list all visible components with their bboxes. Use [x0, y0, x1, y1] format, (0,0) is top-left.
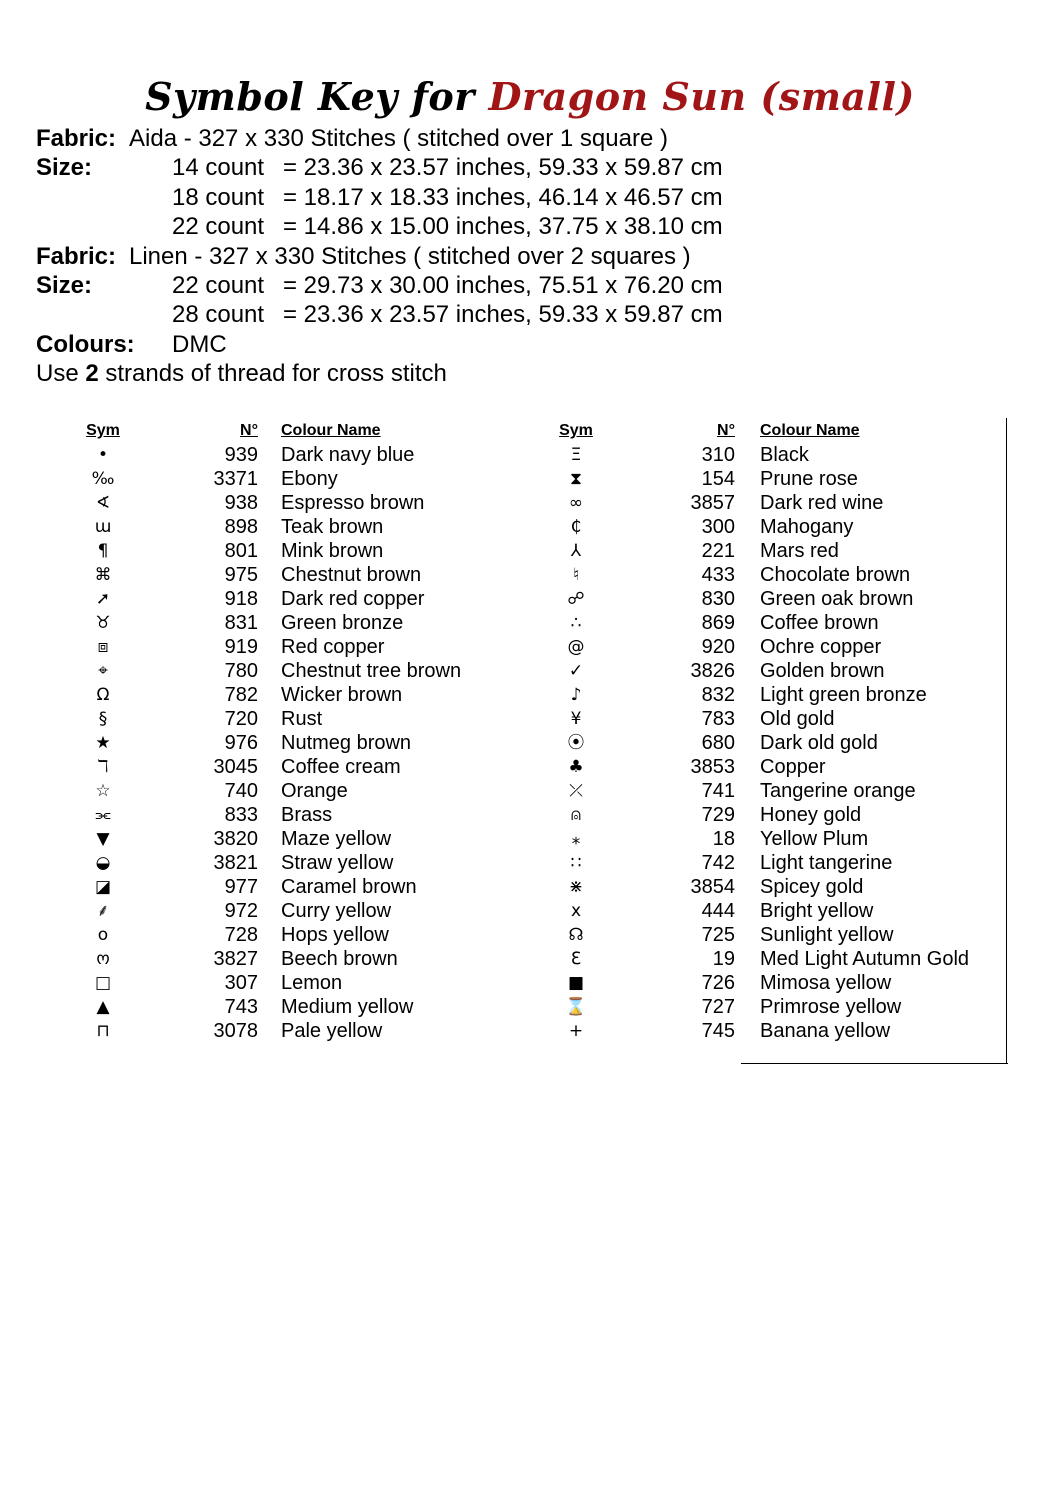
- colour-name-cell: Coffee brown: [760, 612, 879, 634]
- dmc-number-cell: 898: [224, 516, 258, 538]
- colour-name-cell: Mink brown: [281, 540, 384, 562]
- colour-name-cell: Dark old gold: [760, 732, 878, 754]
- symbol-cell: ⊓: [96, 1021, 110, 1041]
- colour-name-cell: Hops yellow: [281, 924, 389, 946]
- symbol-cell: ℸ: [97, 757, 109, 777]
- dmc-number-cell: 977: [224, 876, 258, 898]
- colour-name-cell: Black: [760, 444, 809, 466]
- colour-name-cell: Light tangerine: [760, 852, 893, 874]
- symbol-cell: o: [97, 925, 109, 945]
- size-count: 28 count: [172, 301, 265, 329]
- colour-name-cell: Teak brown: [281, 516, 384, 538]
- header-number: N°: [240, 422, 258, 439]
- symbol-cell: ⌛: [565, 997, 587, 1017]
- symbol-cell: §: [98, 709, 108, 729]
- symbol-cell: ♮: [572, 565, 580, 585]
- dmc-number-cell: 444: [701, 900, 735, 922]
- colours-label: Colours:: [36, 330, 135, 358]
- colour-name-cell: Dark navy blue: [281, 444, 415, 466]
- symbol-cell: +: [568, 1021, 584, 1041]
- size-count: 14 count: [172, 154, 265, 182]
- dmc-number-cell: 680: [701, 732, 735, 754]
- size-label: Size:: [36, 154, 93, 182]
- symbol-cell: □: [94, 973, 112, 993]
- dmc-number-cell: 728: [224, 924, 258, 946]
- colour-name-cell: Rust: [281, 708, 323, 730]
- dmc-number-cell: 307: [224, 972, 258, 994]
- colour-name-cell: Orange: [281, 780, 348, 802]
- dmc-number-cell: 3045: [213, 756, 258, 778]
- dmc-number-cell: 976: [224, 732, 258, 754]
- symbol-cell: ♣: [568, 757, 584, 777]
- dmc-number-cell: 3827: [213, 948, 258, 970]
- symbol-cell: ⤫: [569, 781, 583, 801]
- header-colour-name: Colour Name: [760, 422, 860, 439]
- dmc-number-cell: 18: [712, 828, 735, 850]
- dmc-number-cell: 3826: [690, 660, 735, 682]
- dmc-number-cell: 920: [701, 636, 735, 658]
- symbol-cell: ◪: [94, 877, 112, 897]
- header-colour-name: Colour Name: [281, 422, 381, 439]
- symbol-cell: ■: [567, 973, 585, 993]
- colour-name-cell: Green oak brown: [760, 588, 914, 610]
- colour-name-cell: Coffee cream: [281, 756, 401, 778]
- symbol-cell: ∴: [570, 613, 582, 633]
- colour-name-cell: Wicker brown: [281, 684, 403, 706]
- colour-name-cell: Banana yellow: [760, 1020, 891, 1042]
- title-prefix: Symbol Key for: [145, 74, 475, 119]
- symbol-cell: ☊: [568, 925, 584, 945]
- fabric-label: Fabric:: [36, 242, 117, 270]
- dmc-number-cell: 782: [224, 684, 258, 706]
- symbol-cell: @: [567, 637, 585, 657]
- symbol-cell: x: [570, 901, 582, 921]
- colour-name-cell: Honey gold: [760, 804, 862, 826]
- fabric-aida-text: Aida - 327 x 330 Stitches ( stitched over 1 square ): [129, 125, 668, 152]
- colour-name-cell: Sunlight yellow: [760, 924, 894, 946]
- dmc-number-cell: 830: [701, 588, 735, 610]
- dmc-number-cell: 869: [701, 612, 735, 634]
- size-dimensions: = 29.73 x 30.00 inches, 75.51 x 76.20 cm: [283, 271, 723, 299]
- table-frame-right-border: [1006, 418, 1007, 1064]
- dmc-number-cell: 938: [224, 492, 258, 514]
- colour-name-cell: Brass: [281, 804, 333, 826]
- size-dimensions: = 23.36 x 23.57 inches, 59.33 x 59.87 cm: [283, 301, 723, 329]
- colour-name-cell: Tangerine orange: [760, 780, 916, 802]
- colour-name-cell: Lemon: [281, 972, 343, 994]
- dmc-number-cell: 743: [224, 996, 258, 1018]
- dmc-number-cell: 833: [224, 804, 258, 826]
- colour-name-cell: Prune rose: [760, 468, 858, 490]
- colour-name-cell: Primrose yellow: [760, 996, 902, 1018]
- symbol-cell: ∞: [568, 493, 584, 513]
- symbol-cell: ➚: [95, 589, 111, 609]
- colour-name-cell: Ochre copper: [760, 636, 882, 658]
- symbol-cell: ⫘: [95, 805, 111, 825]
- colour-name-cell: Yellow Plum: [760, 828, 869, 850]
- symbol-cell: ☆: [95, 781, 111, 801]
- dmc-number-cell: 729: [701, 804, 735, 826]
- dmc-number-cell: 740: [224, 780, 258, 802]
- colour-name-cell: Copper: [760, 756, 826, 778]
- dmc-number-cell: 741: [701, 780, 735, 802]
- colour-name-cell: Chestnut tree brown: [281, 660, 462, 682]
- colour-name-cell: Espresso brown: [281, 492, 425, 514]
- dmc-number-cell: 745: [701, 1020, 735, 1042]
- dmc-number-cell: 918: [224, 588, 258, 610]
- colour-name-cell: Mars red: [760, 540, 839, 562]
- dmc-number-cell: 3078: [213, 1020, 258, 1042]
- dmc-number-cell: 975: [224, 564, 258, 586]
- colour-name-cell: Med Light Autumn Gold: [760, 948, 970, 970]
- dmc-number-cell: 3854: [690, 876, 735, 898]
- dmc-number-cell: 19: [712, 948, 735, 970]
- symbol-cell: ⧗: [570, 469, 582, 489]
- page-title: [0, 74, 1060, 119]
- colour-name-cell: Old gold: [760, 708, 835, 730]
- header-number: N°: [717, 422, 735, 439]
- symbol-cell: ♉: [95, 613, 111, 633]
- symbol-cell: ∢: [95, 493, 111, 513]
- symbol-cell: ✓: [568, 661, 584, 681]
- dmc-number-cell: 3857: [690, 492, 735, 514]
- symbol-cell: ‰: [91, 469, 115, 489]
- dmc-number-cell: 3820: [213, 828, 258, 850]
- symbol-cell: ⅄: [570, 541, 582, 561]
- strands-text-after: strands of thread for cross stitch: [98, 360, 447, 388]
- dmc-number-cell: 3821: [213, 852, 258, 874]
- colour-name-cell: Green bronze: [281, 612, 404, 634]
- dmc-number-cell: 742: [701, 852, 735, 874]
- header-sym: Sym: [559, 422, 593, 439]
- dmc-number-cell: 832: [701, 684, 735, 706]
- dmc-number-cell: 727: [701, 996, 735, 1018]
- symbol-cell: ⌖: [98, 661, 108, 681]
- colour-name-cell: Caramel brown: [281, 876, 417, 898]
- colour-name-cell: Beech brown: [281, 948, 398, 970]
- dmc-number-cell: 972: [224, 900, 258, 922]
- colour-name-cell: Red copper: [281, 636, 385, 658]
- colour-name-cell: Dark red wine: [760, 492, 884, 514]
- size-dimensions: = 23.36 x 23.57 inches, 59.33 x 59.87 cm: [283, 154, 723, 182]
- symbol-cell: ♪: [570, 685, 582, 705]
- dmc-number-cell: 720: [224, 708, 258, 730]
- symbol-cell: ⁎: [571, 829, 581, 849]
- symbol-cell: ℇ: [570, 949, 582, 969]
- colours-value: DMC: [172, 330, 227, 358]
- fabric-label: Fabric:: [36, 125, 117, 152]
- symbol-cell: ⍝: [570, 805, 582, 825]
- dmc-number-cell: 154: [701, 468, 735, 490]
- dmc-number-cell: 433: [701, 564, 735, 586]
- table-frame-bottom-border: [741, 1063, 1008, 1064]
- fabric-linen-text: Linen - 327 x 330 Stitches ( stitched over 2 squares ): [129, 242, 691, 270]
- size-count: 22 count: [172, 213, 265, 241]
- colour-name-cell: Chestnut brown: [281, 564, 422, 586]
- size-count: 18 count: [172, 183, 265, 211]
- dmc-number-cell: 221: [701, 540, 735, 562]
- size-dimensions: = 14.86 x 15.00 inches, 37.75 x 38.10 cm: [283, 213, 723, 241]
- symbol-cell: ◒: [95, 853, 111, 873]
- colour-name-cell: Straw yellow: [281, 852, 394, 874]
- strands-text-before: Use: [36, 360, 86, 388]
- symbol-cell: ო: [96, 949, 110, 969]
- symbol-cell: ¶: [97, 541, 109, 561]
- dmc-number-cell: 939: [224, 444, 258, 466]
- header-sym: Sym: [86, 422, 120, 439]
- symbol-cell: ★: [95, 733, 111, 753]
- symbol-cell: •: [97, 445, 109, 465]
- symbol-cell: ⧈: [97, 637, 109, 657]
- dmc-number-cell: 300: [701, 516, 735, 538]
- colour-name-cell: Spicey gold: [760, 876, 864, 898]
- colour-name-cell: Dark red copper: [281, 588, 425, 610]
- colour-name-cell: Pale yellow: [281, 1020, 383, 1042]
- symbol-cell: ⋇: [568, 877, 584, 897]
- symbol-cell: ▲: [96, 997, 110, 1017]
- symbol-cell: Ω: [96, 685, 110, 705]
- symbol-cell: ⸙: [96, 901, 110, 921]
- strands-count: 2: [85, 360, 99, 388]
- colour-name-cell: Nutmeg brown: [281, 732, 412, 754]
- dmc-number-cell: 310: [701, 444, 735, 466]
- dmc-number-cell: 780: [224, 660, 258, 682]
- dmc-number-cell: 726: [701, 972, 735, 994]
- colour-name-cell: Mimosa yellow: [760, 972, 892, 994]
- dmc-number-cell: 3371: [213, 468, 258, 490]
- colour-name-cell: Bright yellow: [760, 900, 874, 922]
- colour-name-cell: Maze yellow: [281, 828, 392, 850]
- symbol-cell: Ξ: [570, 445, 582, 465]
- symbol-cell: ɯ: [94, 517, 112, 537]
- colour-name-cell: Curry yellow: [281, 900, 392, 922]
- dmc-number-cell: 801: [224, 540, 258, 562]
- size-label: Size:: [36, 271, 93, 299]
- dmc-number-cell: 919: [224, 636, 258, 658]
- colour-name-cell: Medium yellow: [281, 996, 414, 1018]
- symbol-cell: ⌘: [94, 565, 112, 585]
- size-dimensions: = 18.17 x 18.33 inches, 46.14 x 46.57 cm: [283, 183, 723, 211]
- symbol-cell: ∷: [570, 853, 582, 873]
- symbol-cell: ₵: [570, 517, 582, 537]
- symbol-cell: ▼: [96, 829, 110, 849]
- colour-name-cell: Light green bronze: [760, 684, 927, 706]
- colour-name-cell: Chocolate brown: [760, 564, 911, 586]
- dmc-number-cell: 831: [224, 612, 258, 634]
- symbol-cell: ¥: [570, 709, 582, 729]
- dmc-number-cell: 725: [701, 924, 735, 946]
- dmc-number-cell: 783: [701, 708, 735, 730]
- pattern-name: Dragon Sun (small): [488, 74, 915, 119]
- dmc-number-cell: 3853: [690, 756, 735, 778]
- colour-name-cell: Ebony: [281, 468, 338, 490]
- colour-name-cell: Golden brown: [760, 660, 885, 682]
- size-count: 22 count: [172, 271, 265, 299]
- symbol-cell: ⦿: [567, 733, 585, 753]
- colour-name-cell: Mahogany: [760, 516, 854, 538]
- symbol-cell: ☍: [567, 589, 585, 609]
